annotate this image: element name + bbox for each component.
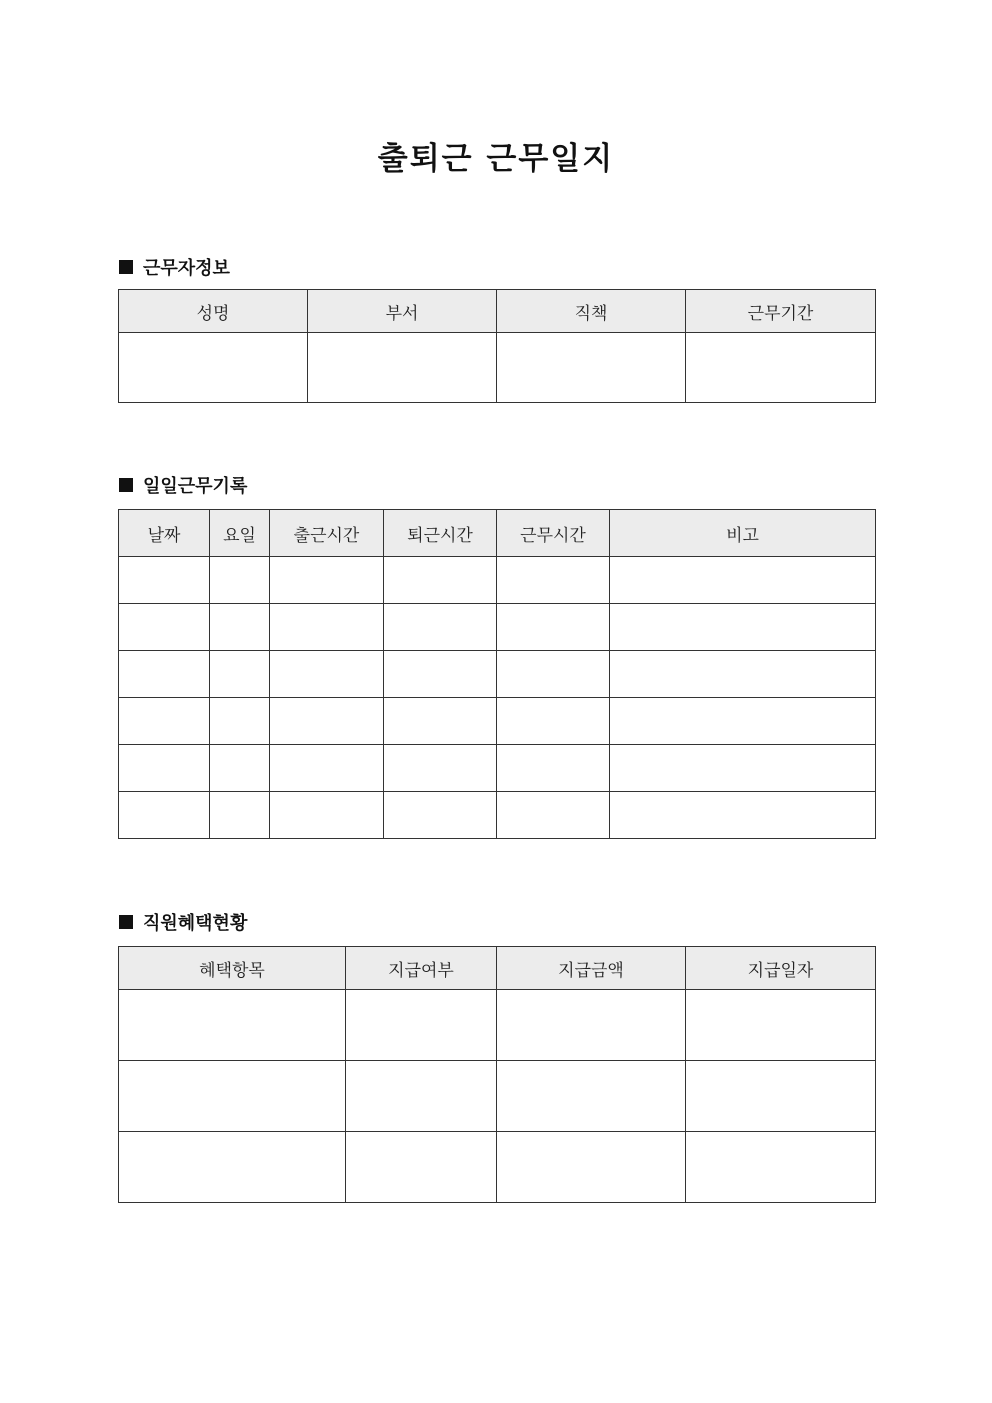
- cell-weekday[interactable]: [210, 557, 270, 604]
- cell-clock-out[interactable]: [384, 651, 497, 698]
- header-row: [119, 510, 876, 557]
- table-row: [119, 604, 876, 651]
- cell-paid-date[interactable]: [686, 990, 876, 1061]
- cell-department[interactable]: [308, 333, 497, 403]
- section-heading-text: 직원혜택현황: [143, 913, 248, 934]
- table-row: [119, 745, 876, 792]
- section-heading-daily-log: [119, 472, 247, 498]
- table-row: [119, 792, 876, 839]
- cell-remarks[interactable]: [610, 745, 876, 792]
- column-header-date: 날짜: [119, 510, 210, 557]
- cell-work-hours[interactable]: [497, 745, 610, 792]
- cell-clock-in[interactable]: [270, 745, 384, 792]
- table-row: [119, 1132, 876, 1203]
- cell-date[interactable]: [119, 745, 210, 792]
- cell-clock-in[interactable]: [270, 651, 384, 698]
- column-header-paid-status: 지급여부: [346, 947, 497, 990]
- daily-log-table: [118, 509, 876, 839]
- column-header-department: 부서: [308, 290, 497, 333]
- section-heading-benefits: [119, 909, 247, 935]
- cell-clock-out[interactable]: [384, 557, 497, 604]
- cell-clock-in[interactable]: [270, 604, 384, 651]
- cell-paid-status[interactable]: [346, 1061, 497, 1132]
- table-row: [119, 1061, 876, 1132]
- section-heading-worker-info: [119, 254, 230, 280]
- cell-clock-in[interactable]: [270, 698, 384, 745]
- cell-clock-in[interactable]: [270, 557, 384, 604]
- cell-work-hours[interactable]: [497, 698, 610, 745]
- cell-remarks[interactable]: [610, 698, 876, 745]
- column-header-clock-in: 출근시간: [270, 510, 384, 557]
- cell-paid-date[interactable]: [686, 1132, 876, 1203]
- column-header-paid-date: 지급일자: [686, 947, 876, 990]
- section-heading-text: 일일근무기록: [143, 476, 248, 497]
- cell-work-period[interactable]: [686, 333, 876, 403]
- header-row: [119, 290, 876, 333]
- cell-weekday[interactable]: [210, 604, 270, 651]
- cell-remarks[interactable]: [610, 557, 876, 604]
- table-row: [119, 333, 876, 403]
- column-header-work-hours: 근무시간: [497, 510, 610, 557]
- cell-remarks[interactable]: [610, 792, 876, 839]
- worker-info-table: [118, 289, 876, 403]
- cell-work-hours[interactable]: [497, 651, 610, 698]
- cell-weekday[interactable]: [210, 698, 270, 745]
- cell-date[interactable]: [119, 557, 210, 604]
- table-row: [119, 651, 876, 698]
- cell-benefit-item[interactable]: [119, 1061, 346, 1132]
- cell-weekday[interactable]: [210, 792, 270, 839]
- column-header-remarks: 비고: [610, 510, 876, 557]
- cell-benefit-item[interactable]: [119, 1132, 346, 1203]
- cell-clock-in[interactable]: [270, 792, 384, 839]
- cell-paid-amount[interactable]: [497, 990, 686, 1061]
- cell-paid-status[interactable]: [346, 1132, 497, 1203]
- section-heading-text: 근무자정보: [143, 258, 230, 279]
- table-row: [119, 990, 876, 1061]
- cell-remarks[interactable]: [610, 604, 876, 651]
- column-header-benefit-item: 혜택항목: [119, 947, 346, 990]
- cell-weekday[interactable]: [210, 651, 270, 698]
- column-header-weekday: 요일: [210, 510, 270, 557]
- cell-clock-out[interactable]: [384, 745, 497, 792]
- cell-paid-status[interactable]: [346, 990, 497, 1061]
- cell-clock-out[interactable]: [384, 792, 497, 839]
- table-row: [119, 698, 876, 745]
- cell-clock-out[interactable]: [384, 604, 497, 651]
- cell-benefit-item[interactable]: [119, 990, 346, 1061]
- cell-work-hours[interactable]: [497, 604, 610, 651]
- cell-weekday[interactable]: [210, 745, 270, 792]
- cell-date[interactable]: [119, 604, 210, 651]
- cell-position[interactable]: [497, 333, 686, 403]
- cell-paid-amount[interactable]: [497, 1061, 686, 1132]
- square-bullet-icon: [119, 915, 133, 929]
- column-header-clock-out: 퇴근시간: [384, 510, 497, 557]
- cell-date[interactable]: [119, 698, 210, 745]
- cell-date[interactable]: [119, 792, 210, 839]
- cell-paid-date[interactable]: [686, 1061, 876, 1132]
- cell-paid-amount[interactable]: [497, 1132, 686, 1203]
- cell-date[interactable]: [119, 651, 210, 698]
- square-bullet-icon: [119, 478, 133, 492]
- column-header-paid-amount: 지급금액: [497, 947, 686, 990]
- cell-work-hours[interactable]: [497, 557, 610, 604]
- cell-work-hours[interactable]: [497, 792, 610, 839]
- column-header-name: 성명: [119, 290, 308, 333]
- benefits-table: [118, 946, 876, 1203]
- column-header-position: 직책: [497, 290, 686, 333]
- cell-remarks[interactable]: [610, 651, 876, 698]
- table-row: [119, 557, 876, 604]
- cell-clock-out[interactable]: [384, 698, 497, 745]
- square-bullet-icon: [119, 260, 133, 274]
- cell-name[interactable]: [119, 333, 308, 403]
- column-header-work-period: 근무기간: [686, 290, 876, 333]
- header-row: [119, 947, 876, 990]
- document-title: 출퇴근 근무일지: [377, 141, 615, 177]
